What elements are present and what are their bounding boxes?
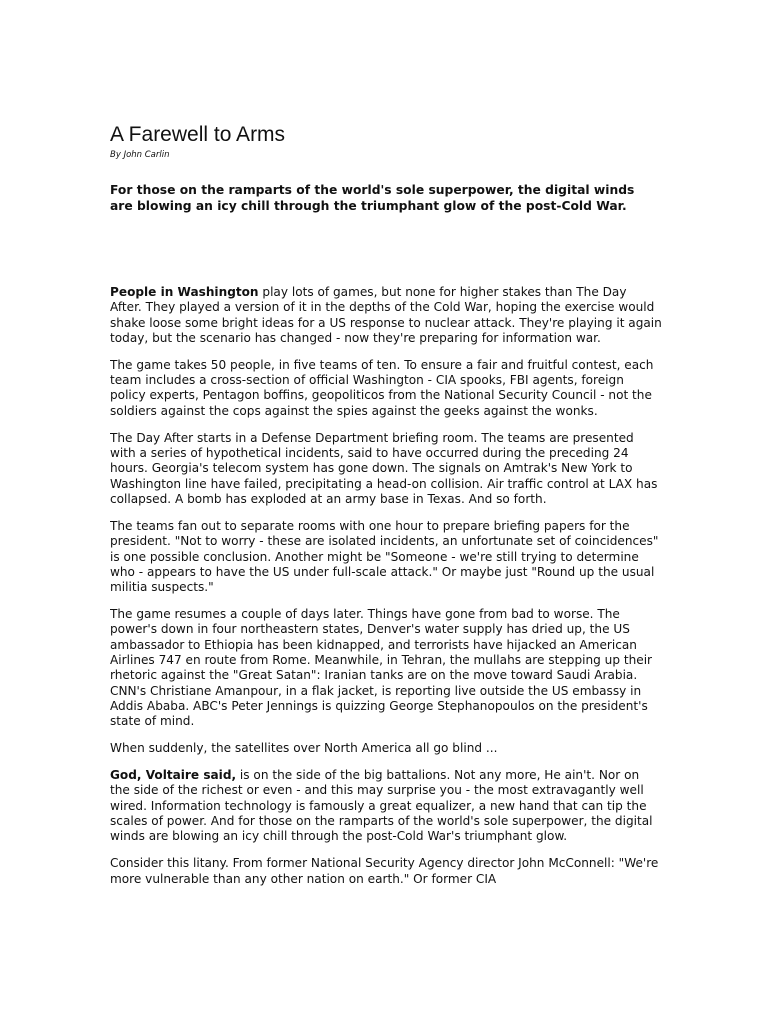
paragraph-6 [110,741,662,756]
paragraph-text: play lots of games, but none for higher stakes than The Day After. They played a version of it in the depths of the Cold War, hoping the exercise would shake loose some bright ideas for a US response to nuclear attack. They're playing it again today, but the scenario has changed - now they're preparing for information war. [110,285,662,345]
article-title: A Farewell to Arms [110,123,286,146]
paragraph-text: Consider this litany. From former National Security Agency director John McConnell: "We're more vulnerable than any other nation on earth." Or former CIA [110,856,659,886]
article-body [110,285,662,899]
paragraph-text: The game resumes a couple of days later. Things have gone from bad to worse. The power's down in four northeastern states, Denver's water supply has dried up, the US ambassador to Ethiopia has been kidnapped, and terrorists have hijacked an American Airlines 747 en route from Rome. Meanwhile, in Tehran, the mullahs are stepping up their rhetoric against the "Great Satan": Iranian tanks are on the move toward Saudi Arabia. CNN's Christiane Amanpour, in a flak jacket, is reporting live outside the US embassy in Addis Ababa. ABC's Peter Jennings is quizzing George Stephanopoulos on the president's state of mind. [110,607,653,729]
article-deck: For those on the ramparts of the world's sole superpower, the digital winds are blowing an icy chill through the triumphant glow of the post-Cold War. [110,183,635,213]
paragraph-1 [110,285,662,346]
paragraph-text: The game takes 50 people, in five teams of ten. To ensure a fair and fruitful contest, each team includes a cross-section of official Washington - CIA spooks, FBI agents, foreign policy experts, Pentagon boffins, geopoliticos from the National Security Council - not the soldiers against the cops against the spies against the geeks against the wonks. [110,357,654,418]
paragraph-lead: God, Voltaire said, [110,768,237,783]
paragraph-lead: People in Washington [110,285,259,299]
article-page [110,0,662,1024]
paragraph-2 [110,358,662,419]
paragraph-3 [110,431,662,507]
paragraph-text: The Day After starts in a Defense Department briefing room. The teams are presented with a series of hypothetical incidents, said to have occurred during the preceding 24 hours. Georgia's telecom system has gone down. The signals on Amtrak's New York to Washington line have failed, precipitating a head-on collision. Air traffic control at LAX has collapsed. A bomb has exploded at an army base in Texas. And so forth. [110,430,658,506]
paragraph-5 [110,607,662,729]
paragraph-4 [110,519,662,595]
paragraph-text: is on the side of the big battalions. Not any more, He ain't. Nor on the side of the richest or even - and this may surprise you - the most extravagantly well wired. Information technology is famously a great equalizer, a new hand that can tip the scales of power. And for those on the ramparts of the world's sole superpower, the digital winds are blowing an icy chill through the post-Cold War's triumphant glow. [110,768,653,844]
article-byline: By John Carlin [110,150,170,160]
paragraph-8 [110,856,662,887]
paragraph-7 [110,768,662,844]
paragraph-text: The teams fan out to separate rooms with one hour to prepare briefing papers for the president. "Not to worry - these are isolated incidents, an unfortunate set of coincidences" is one possible conclusion. Another might be "Someone - we're still trying to determine who - appears to have the US under full-scale attack." Or maybe just "Round up the usual militia suspects." [110,518,659,595]
paragraph-text: When suddenly, the satellites over North America all go blind ... [110,741,498,756]
